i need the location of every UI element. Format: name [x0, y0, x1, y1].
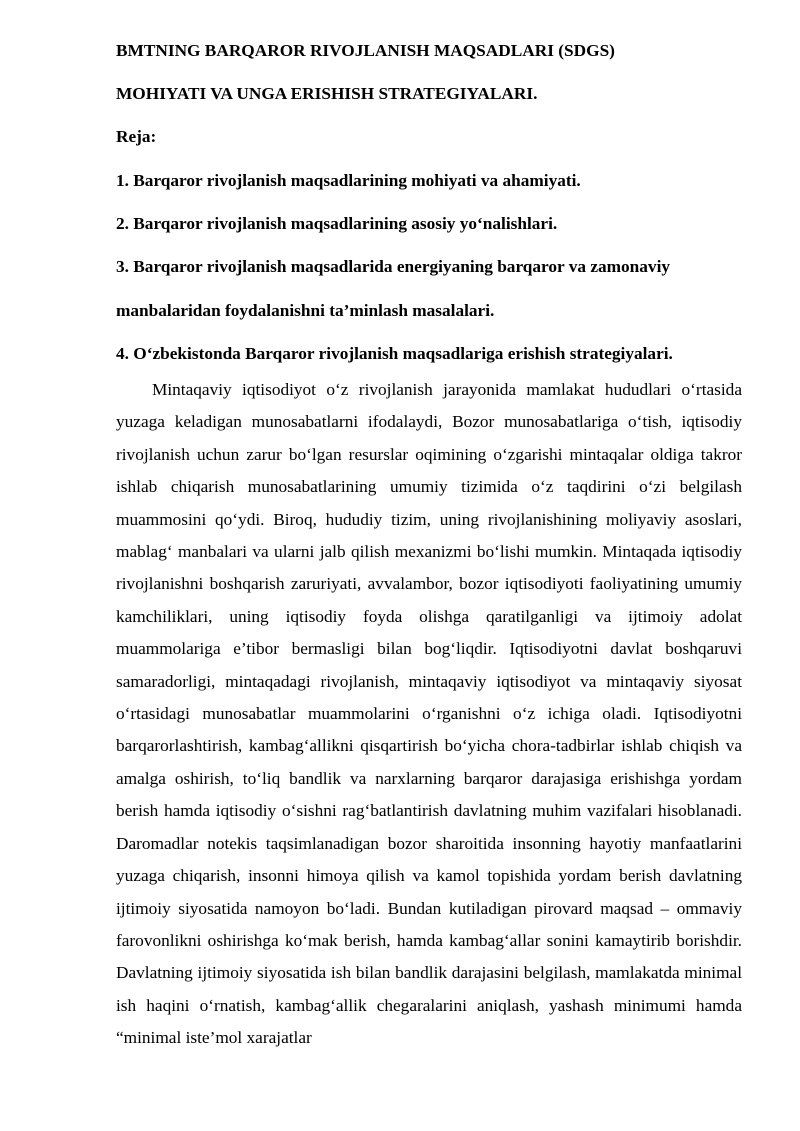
body-paragraph: Mintaqaviy iqtisodiyot o‘z rivojlanish jarayonida mamlakat hududlari o‘rtasida yuzaga keladigan munosabatlarni ifodalaydi, Bozor munosabatlariga o‘tish, iqtisodiy rivojlanish uchun zarur bo‘lgan resurslar oqimining o‘zgarishi mintaqalar oldiga takror ishlab chiqarish munosabatlarining umumiy tizimida o‘z taqdirini o‘zi belgilash muammosini qo‘ydi. Biroq, hududiy tizim, uning rivojlanishining moliyaviy asoslari, mablag‘ manbalari va ularni jalb qilish mexanizmi bo‘lishi mumkin. Mintaqada iqtisodiy rivojlanishni boshqarish zaruriyati, avvalambor, bozor iqtisodiyoti faoliyatining umumiy kamchiliklari, uning iqtisodiy foyda olishga qaratilganligi va ijtimoiy adolat muammolariga e’tibor bermasligi bilan bog‘liqdir. Iqtisodiyotni davlat boshqaruvi samaradorligi, mintaqadagi rivojlanish, mintaqaviy iqtisodiyot va mintaqaviy siyosat o‘rtasidagi munosabatlar muammolarini o‘rganishni o‘z ichiga oladi. Iqtisodiyotni barqarorlashtirish, kambag‘allikni qisqartirish bo‘yicha chora-tadbirlar ishlab chiqish va amalga oshirish, to‘liq bandlik va narxlarning barqaror darajasiga erishishga yordam berish hamda iqtisodiy o‘sishni rag‘batlantirish davlatning muhim vazifalari hisoblanadi. Daromadlar notekis taqsimlanadigan bozor sharoitida insonning hayotiy manfaatlarini yuzaga chiqarish, insonni himoya qilish va kamol topishida yordam berish davlatning ijtimoiy siyosatida namoyon bo‘ladi. Bundan kutiladigan pirovard maqsad – ommaviy farovonlikni oshirishga ko‘mak berish, hamda kambag‘allar sonini kamaytirib borishdir. Davlatning ijtimoiy siyosatida ish bilan bandlik darajasini belgilash, mamlakatda minimal ish haqini o‘rnatish, kambag‘allik chegaralarini aniqlash, yashash minimumi hamda “minimal iste’mol xarajatlar	[116, 380, 742, 1048]
document-title-line-2: MOHIYATI VA UNGA ERISHISH STRATEGIYALARI.	[116, 84, 538, 103]
plan-item: 2. Barqaror rivojlanish maqsadlarining asosiy yo‘nalishlari.	[116, 214, 558, 233]
plan-label: Reja:	[116, 127, 157, 146]
plan-item-continuation: manbalaridan foydalanishni ta’minlash masalalari.	[116, 301, 495, 320]
plan-item: 1. Barqaror rivojlanish maqsadlarining mohiyati va ahamiyati.	[116, 171, 581, 190]
document-title-line-1: BMTNING BARQAROR RIVOJLANISH MAQSADLARI (SDGS)	[116, 41, 615, 60]
plan-item: 4. O‘zbekistonda Barqaror rivojlanish maqsadlariga erishish strategiyalari.	[116, 344, 673, 363]
plan-item: 3. Barqaror rivojlanish maqsadlarida energiyaning barqaror va zamonaviy	[116, 257, 671, 276]
